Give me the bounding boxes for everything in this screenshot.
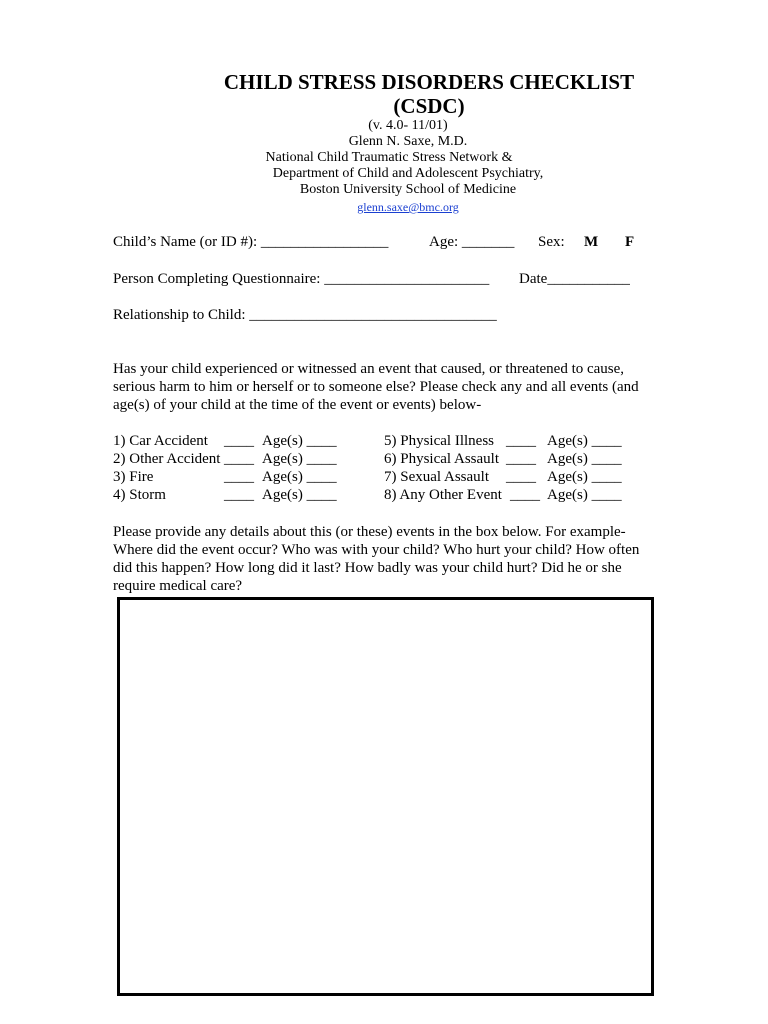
event-ages-blank[interactable]: Age(s) ____: [547, 451, 622, 467]
event-check-blank[interactable]: ____: [510, 487, 540, 503]
event-check-blank[interactable]: ____: [224, 433, 254, 449]
affiliation-line-2: Department of Child and Adolescent Psychiatry,: [272, 166, 544, 181]
event-check-blank[interactable]: ____: [506, 451, 536, 467]
sex-label: Sex:: [538, 234, 565, 250]
event-label: 4) Storm: [113, 487, 166, 503]
event-label: 5) Physical Illness: [384, 433, 494, 449]
sex-option-m[interactable]: M: [584, 234, 599, 250]
event-check-blank[interactable]: ____: [506, 469, 536, 485]
affiliation-line-1: National Child Traumatic Stress Network &: [265, 150, 513, 165]
document-title: CHILD STRESS DISORDERS CHECKLIST: [223, 70, 635, 94]
event-ages-blank[interactable]: Age(s) ____: [547, 487, 622, 503]
email-row: [0, 199, 768, 216]
event-ages-blank[interactable]: Age(s) ____: [262, 469, 337, 485]
date-field[interactable]: Date___________: [519, 271, 630, 287]
event-label: 2) Other Accident: [113, 451, 221, 467]
person-completing-field[interactable]: Person Completing Questionnaire: ______________________: [113, 271, 490, 287]
event-label: 8) Any Other Event: [384, 487, 502, 503]
intro-paragraph: Has your child experienced or witnessed an event that caused, or threatened to cause, serious harm to him or herself or to someone else? Please check any and all events (and age(s) of your child at the time of the event or events) below-: [113, 361, 639, 413]
age-field[interactable]: Age: _______: [429, 234, 515, 250]
document-subtitle: (CSDC): [393, 94, 465, 118]
event-check-blank[interactable]: ____: [224, 451, 254, 467]
event-check-blank[interactable]: ____: [506, 433, 536, 449]
event-ages-blank[interactable]: Age(s) ____: [262, 451, 337, 467]
event-label: 1) Car Accident: [113, 433, 208, 449]
relationship-field[interactable]: Relationship to Child: _________________________________: [113, 307, 497, 323]
event-ages-blank[interactable]: Age(s) ____: [547, 433, 622, 449]
affiliation-line-3: Boston University School of Medicine: [299, 182, 517, 197]
email-link[interactable]: glenn.saxe@bmc.org: [357, 200, 459, 214]
author-text: Glenn N. Saxe, M.D.: [348, 134, 468, 149]
version-text: (v. 4.0- 11/01): [368, 118, 448, 133]
event-label: 3) Fire: [113, 469, 154, 485]
event-check-blank[interactable]: ____: [224, 469, 254, 485]
event-ages-blank[interactable]: Age(s) ____: [262, 433, 337, 449]
event-label: 7) Sexual Assault: [384, 469, 489, 485]
sex-option-f[interactable]: F: [625, 234, 635, 250]
details-text-box[interactable]: [117, 597, 654, 996]
event-ages-blank[interactable]: Age(s) ____: [262, 487, 337, 503]
event-label: 6) Physical Assault: [384, 451, 499, 467]
event-check-blank[interactable]: ____: [224, 487, 254, 503]
child-name-field[interactable]: Child’s Name (or ID #): _________________: [113, 234, 389, 250]
details-paragraph: Please provide any details about this (or these) events in the box below. For example- Where did the event occur? Who was with your child? Who hurt your child? How often did this happen? How long did it last? How badly was your child hurt? Did he or she require medical care?: [113, 524, 640, 594]
event-ages-blank[interactable]: Age(s) ____: [547, 469, 622, 485]
